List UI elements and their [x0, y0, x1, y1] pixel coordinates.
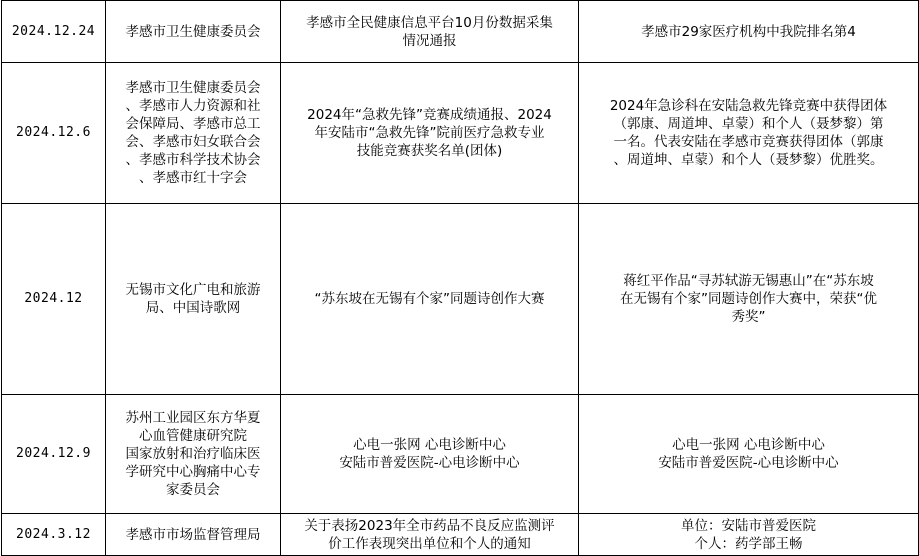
table-row — [2, 395, 919, 514]
cell-issuer — [106, 63, 281, 204]
awards-table — [1, 0, 919, 556]
cell-issuer-line: 国家放射和治疗临床医 — [125, 446, 261, 462]
cell-result-line: 个人：药学部王畅 — [694, 535, 803, 552]
cell-issuer-line: 孝感市卫生健康委员会 — [125, 23, 261, 40]
cell-title — [281, 514, 579, 556]
table-row — [2, 1, 919, 63]
cell-result — [579, 514, 919, 556]
cell-result-line: 在无锡有个家”同题诗创作大赛中，荣获“优 — [620, 291, 877, 307]
cell-title-line: 2024年“急救先锋”竞赛成绩通报、2024 — [307, 107, 552, 123]
cell-result — [579, 1, 919, 63]
cell-title-line: 安陆市普爱医院-心电诊断中心 — [339, 455, 520, 471]
cell-issuer-line: 、孝感市科学技术协会 — [125, 152, 261, 168]
cell-title-line: 心电一张网 心电诊断中心 — [353, 437, 506, 453]
cell-issuer-line: 会保障局、孝感市总工 — [125, 116, 261, 132]
cell-date: 2024.12.6 — [2, 63, 106, 204]
cell-issuer-line: 家委员会 — [166, 482, 220, 498]
table-row — [2, 204, 919, 395]
table-row — [2, 63, 919, 204]
cell-title-line: 年安陆市“急救先锋”院前医疗急救专业 — [314, 125, 545, 141]
cell-title — [281, 204, 579, 395]
cell-date: 2024.12.9 — [2, 395, 106, 514]
cell-issuer — [106, 514, 281, 556]
cell-issuer-line: 苏州工业园区东方华夏 — [125, 410, 261, 426]
awards-table-body — [2, 1, 919, 556]
cell-result-line: 秀奖” — [731, 309, 766, 325]
cell-title — [281, 395, 579, 514]
cell-title-line: 关于表扬2023年全市药品不良反应监测评 — [304, 517, 555, 534]
cell-title — [281, 63, 579, 204]
cell-issuer-line: 心血管健康研究院 — [139, 428, 247, 444]
cell-result-line: （郭康、周道坤、卓蒙）和个人（聂梦黎）第 — [613, 116, 884, 132]
cell-date: 2024.12 — [2, 204, 106, 395]
cell-result — [579, 63, 919, 204]
cell-issuer — [106, 1, 281, 63]
cell-title-line: 孝感市全民健康信息平台10月份数据采集 — [306, 14, 553, 31]
cell-result-line: 心电一张网 心电诊断中心 — [672, 437, 825, 453]
cell-issuer-line: 局、中国诗歌网 — [145, 300, 241, 316]
cell-result — [579, 204, 919, 395]
cell-issuer-line: 、孝感市人力资源和社 — [125, 98, 261, 114]
cell-date: 2024.3.12 — [2, 514, 106, 556]
cell-result — [579, 395, 919, 514]
cell-result-line: 、周道坤、卓蒙）和个人（聂梦黎）优胜奖。 — [613, 152, 884, 168]
cell-issuer-line: 孝感市卫生健康委员会 — [125, 80, 261, 96]
cell-title-line: “苏东坡在无锡有个家”同题诗创作大赛 — [314, 291, 545, 307]
cell-result-line: 单位：安陆市普爱医院 — [681, 517, 816, 534]
cell-result-line: 蒋红平作品“寻苏轼游无锡惠山”在“苏东坡 — [623, 273, 874, 289]
cell-issuer-line: 无锡市文化广电和旅游 — [125, 282, 261, 298]
cell-issuer — [106, 395, 281, 514]
cell-title-line: 技能竞赛获奖名单(团体) — [356, 143, 503, 159]
cell-result-line: 一名。代表安陆在孝感市竞赛获得团体（郭康 — [613, 134, 884, 150]
cell-issuer-line: 会、孝感市妇女联合会 — [125, 134, 261, 150]
cell-title-line: 情况通报 — [402, 32, 457, 49]
cell-issuer-line: 孝感市市场监督管理局 — [125, 526, 261, 543]
cell-title — [281, 1, 579, 63]
cell-issuer — [106, 204, 281, 395]
cell-result-line: 2024年急诊科在安陆急救先锋竞赛中获得团体 — [609, 98, 888, 114]
table-row — [2, 514, 919, 556]
cell-issuer-line: 、孝感市红十字会 — [139, 170, 247, 186]
cell-result-line: 孝感市29家医疗机构中我院排名第4 — [641, 23, 856, 40]
cell-date: 2024.12.24 — [2, 1, 106, 63]
cell-issuer-line: 学研究中心胸痛中心专 — [125, 464, 261, 480]
cell-result-line: 安陆市普爱医院-心电诊断中心 — [658, 455, 839, 471]
cell-title-line: 价工作表现突出单位和个人的通知 — [328, 535, 531, 552]
